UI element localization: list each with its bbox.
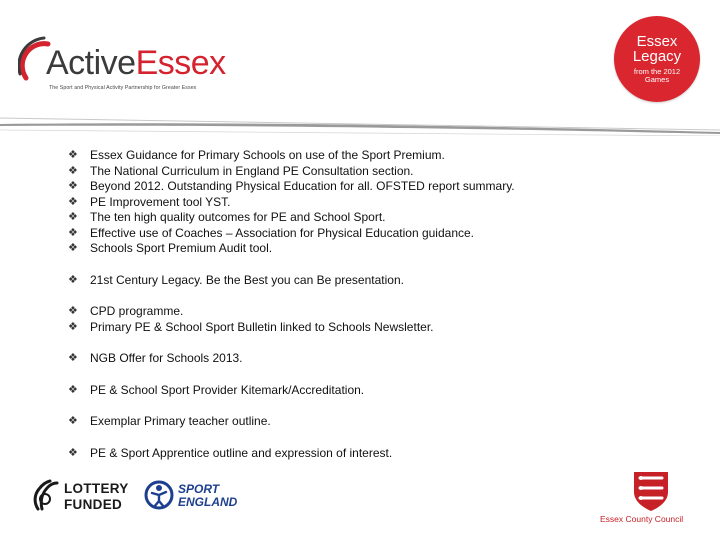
list-item: [68, 241, 668, 257]
header-divider-band: [0, 112, 720, 136]
diamond-bullet-icon: ❖: [68, 415, 78, 427]
list-item: [68, 351, 668, 367]
list-item-text: CPD programme.: [90, 304, 184, 318]
list-item-text: The National Curriculum in England PE Consultation section.: [90, 163, 414, 178]
sport-line1: SPORT: [178, 482, 220, 496]
diamond-bullet-icon: ❖: [68, 242, 78, 254]
diamond-bullet-icon: ❖: [68, 211, 78, 223]
legacy-badge-line3: from the 2012: [633, 67, 681, 76]
list-item-text: The ten high quality outcomes for PE and School Sport.: [90, 210, 386, 224]
diamond-bullet-icon: ❖: [68, 226, 78, 239]
lottery-funded-logo: [30, 478, 134, 514]
list-item-text: Effective use of Coaches – Association for Physical Education guidance.: [90, 225, 475, 240]
bullet-group-cpd: [68, 304, 668, 335]
list-item: [68, 383, 668, 399]
bullet-group-ngb: [68, 351, 668, 367]
lottery-line1: LOTTERY: [64, 481, 129, 496]
list-item: [68, 446, 668, 462]
list-item-text: Primary PE & School Sport Bulletin linked to Schools Newsletter.: [90, 319, 434, 334]
list-item: [68, 304, 668, 320]
diamond-bullet-icon: ❖: [68, 195, 78, 208]
bullet-group-kitemark: [68, 383, 668, 399]
wordmark-essex: Essex: [135, 44, 226, 82]
diamond-bullet-icon: ❖: [68, 149, 78, 161]
diamond-bullet-icon: ❖: [68, 320, 78, 333]
lottery-funded-text: [64, 481, 129, 513]
bullet-group-exemplar: [68, 414, 668, 430]
legacy-badge-line2: Legacy: [632, 48, 682, 65]
bullet-content: [68, 148, 668, 461]
sport-england-logo: [144, 478, 244, 514]
essex-legacy-badge: [614, 16, 700, 102]
active-essex-logo: [18, 34, 238, 96]
lottery-line2: FUNDED: [64, 497, 123, 512]
list-item: [68, 148, 668, 164]
sport-england-text: [178, 483, 237, 509]
diamond-bullet-icon: ❖: [68, 180, 78, 192]
list-item: [68, 179, 668, 195]
list-item-text: PE Improvement tool YST.: [90, 194, 231, 209]
diamond-bullet-icon: ❖: [68, 352, 78, 364]
wordmark-active: Active: [46, 44, 136, 82]
bullet-group-resources: [68, 148, 668, 257]
list-item-text: PE & School Sport Provider Kitemark/Accreditation.: [90, 382, 365, 397]
list-item: [68, 414, 668, 430]
essex-county-council-text: Essex County Council: [600, 514, 684, 524]
active-essex-wordmark: [46, 46, 226, 80]
list-item-text: Exemplar Primary teacher outline.: [90, 414, 271, 428]
list-item: [68, 226, 668, 242]
legacy-badge-line1: Essex: [636, 33, 678, 50]
three-seaxes-crest-icon: [600, 470, 702, 512]
list-item: [68, 195, 668, 211]
list-item-text: Essex Guidance for Primary Schools on use of the Sport Premium.: [90, 148, 445, 162]
sport-england-figure-icon: [144, 479, 174, 513]
list-item: [68, 273, 668, 289]
legacy-badge-line4: Games: [644, 75, 670, 84]
list-item-text: Beyond 2012. Outstanding Physical Education for all. OFSTED report summary.: [90, 179, 515, 193]
sport-line2: ENGLAND: [178, 495, 238, 509]
diamond-bullet-icon: ❖: [68, 164, 78, 177]
diamond-bullet-icon: ❖: [68, 305, 78, 317]
bullet-group-apprentice: [68, 446, 668, 462]
diamond-bullet-icon: ❖: [68, 273, 78, 286]
list-item: [68, 164, 668, 180]
list-item-text: 21st Century Legacy. Be the Best you can Be presentation.: [90, 272, 404, 287]
list-item-text: PE & Sport Apprentice outline and expression of interest.: [90, 445, 393, 460]
diamond-bullet-icon: ❖: [68, 383, 78, 396]
bullet-group-legacy: [68, 273, 668, 289]
active-essex-tagline: The Sport and Physical Activity Partnership for Greater Essex: [49, 85, 197, 91]
essex-county-council-logo: [600, 470, 702, 528]
diamond-bullet-icon: ❖: [68, 446, 78, 459]
list-item: [68, 210, 668, 226]
list-item-text: NGB Offer for Schools 2013.: [90, 351, 243, 365]
list-item-text: Schools Sport Premium Audit tool.: [90, 241, 273, 255]
list-item: [68, 320, 668, 336]
crossed-fingers-icon: [30, 479, 60, 513]
